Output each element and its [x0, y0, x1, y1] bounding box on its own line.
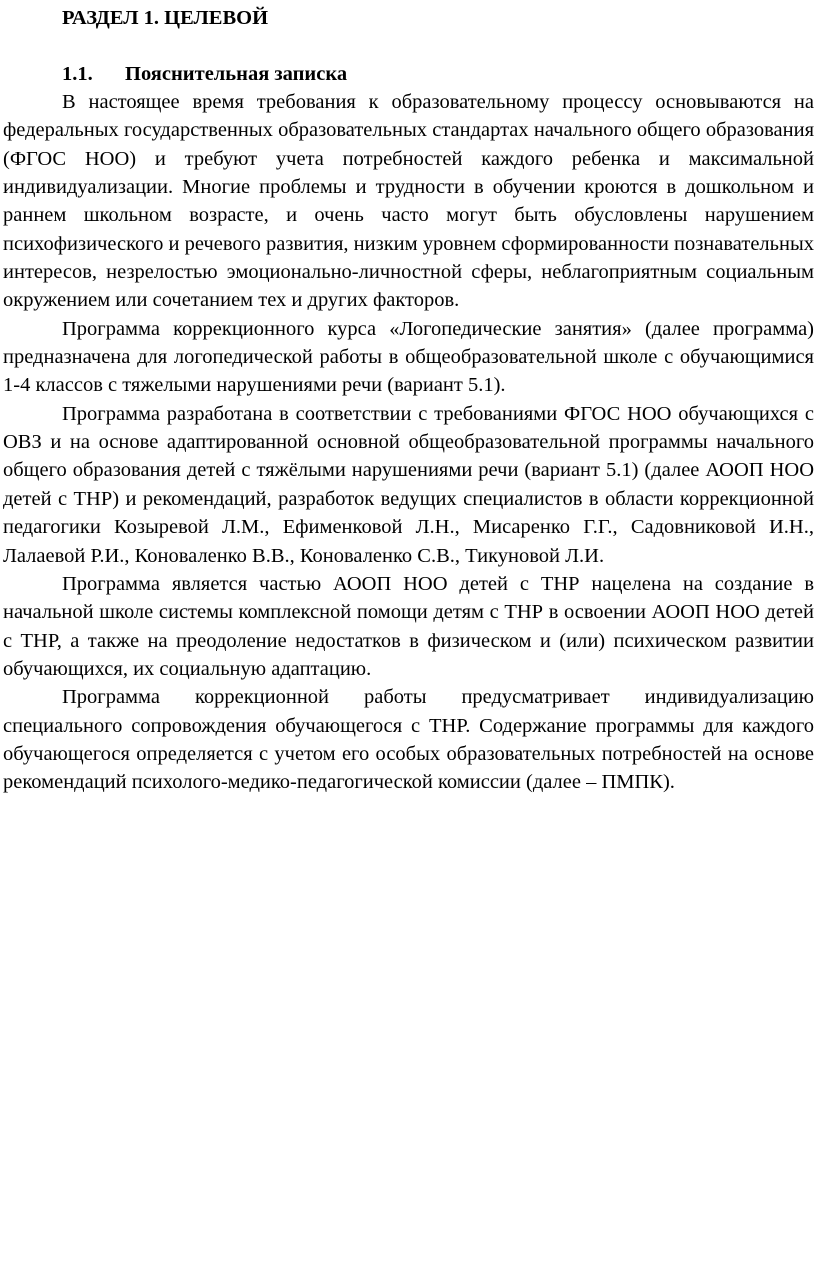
paragraph-program-goal: Программа является частью АООП НОО детей с ТНР нацелена на создание в начальной школе системы комплексной помощи детям с ТНР в освоении АООП НОО детей с ТНР, а также на преодоление недостатков в физическом и (или) психическом развитии обучающихся, их социальную адаптацию.: [3, 572, 814, 680]
paragraph-program-purpose: Программа коррекционного курса «Логопедические занятия» (далее программа) предназначена для логопедической работы в общеобразовательной школе с обучающимися 1-4 классов с тяжелыми нарушениями речи (вариант 5.1).: [3, 317, 814, 397]
section-heading: РАЗДЕЛ 1. ЦЕЛЕВОЙ: [62, 7, 269, 29]
paragraph-intro: В настоящее время требования к образовательному процессу основываются на федеральных государственных образовательных стандартах начального общего образования (ФГОС НОО) и требуют учета потребностей каждого ребенка и максимальной индивидуализации. Многие проблемы и трудности в обучении кроются в дошкольном и раннем школьном возрасте, и очень часто могут быть обусловлены нарушением психофизического и речевого развития, низким уровнем сформированности познавательных интересов, незрелостью эмоционально-личностной сферы, неблагоприятным социальным окружением или сочетанием тех и других факторов.: [3, 91, 814, 312]
subsection-title: Пояснительная записка: [125, 63, 348, 85]
subsection-number: 1.1.: [62, 63, 93, 85]
paragraph-program-basis: Программа разработана в соответствии с требованиями ФГОС НОО обучающихся с ОВЗ и на основе адаптированной основной общеобразовательной программы начального общего образования детей с тяжёлыми нарушениями речи (вариант 5.1) (далее АООП НОО детей с ТНР) и рекомендаций, разработок ведущих специалистов в области коррекционной педагогики Козыревой Л.М., Ефименковой Л.Н., Мисаренко Г.Г., Садовниковой И.Н., Лалаевой Р.И., Коноваленко В.В., Коноваленко С.В., Тикуновой Л.И.: [3, 402, 814, 567]
subsection-heading: [62, 60, 814, 88]
paragraph-individualization: Программа коррекционной работы предусматривает индивидуализацию специального сопровождения обучающегося с ТНР. Содержание программы для каждого обучающегося определяется с учетом его особых образовательных потребностей на основе рекомендаций психолого-медико-педагогической комиссии (далее – ПМПК).: [3, 686, 814, 794]
